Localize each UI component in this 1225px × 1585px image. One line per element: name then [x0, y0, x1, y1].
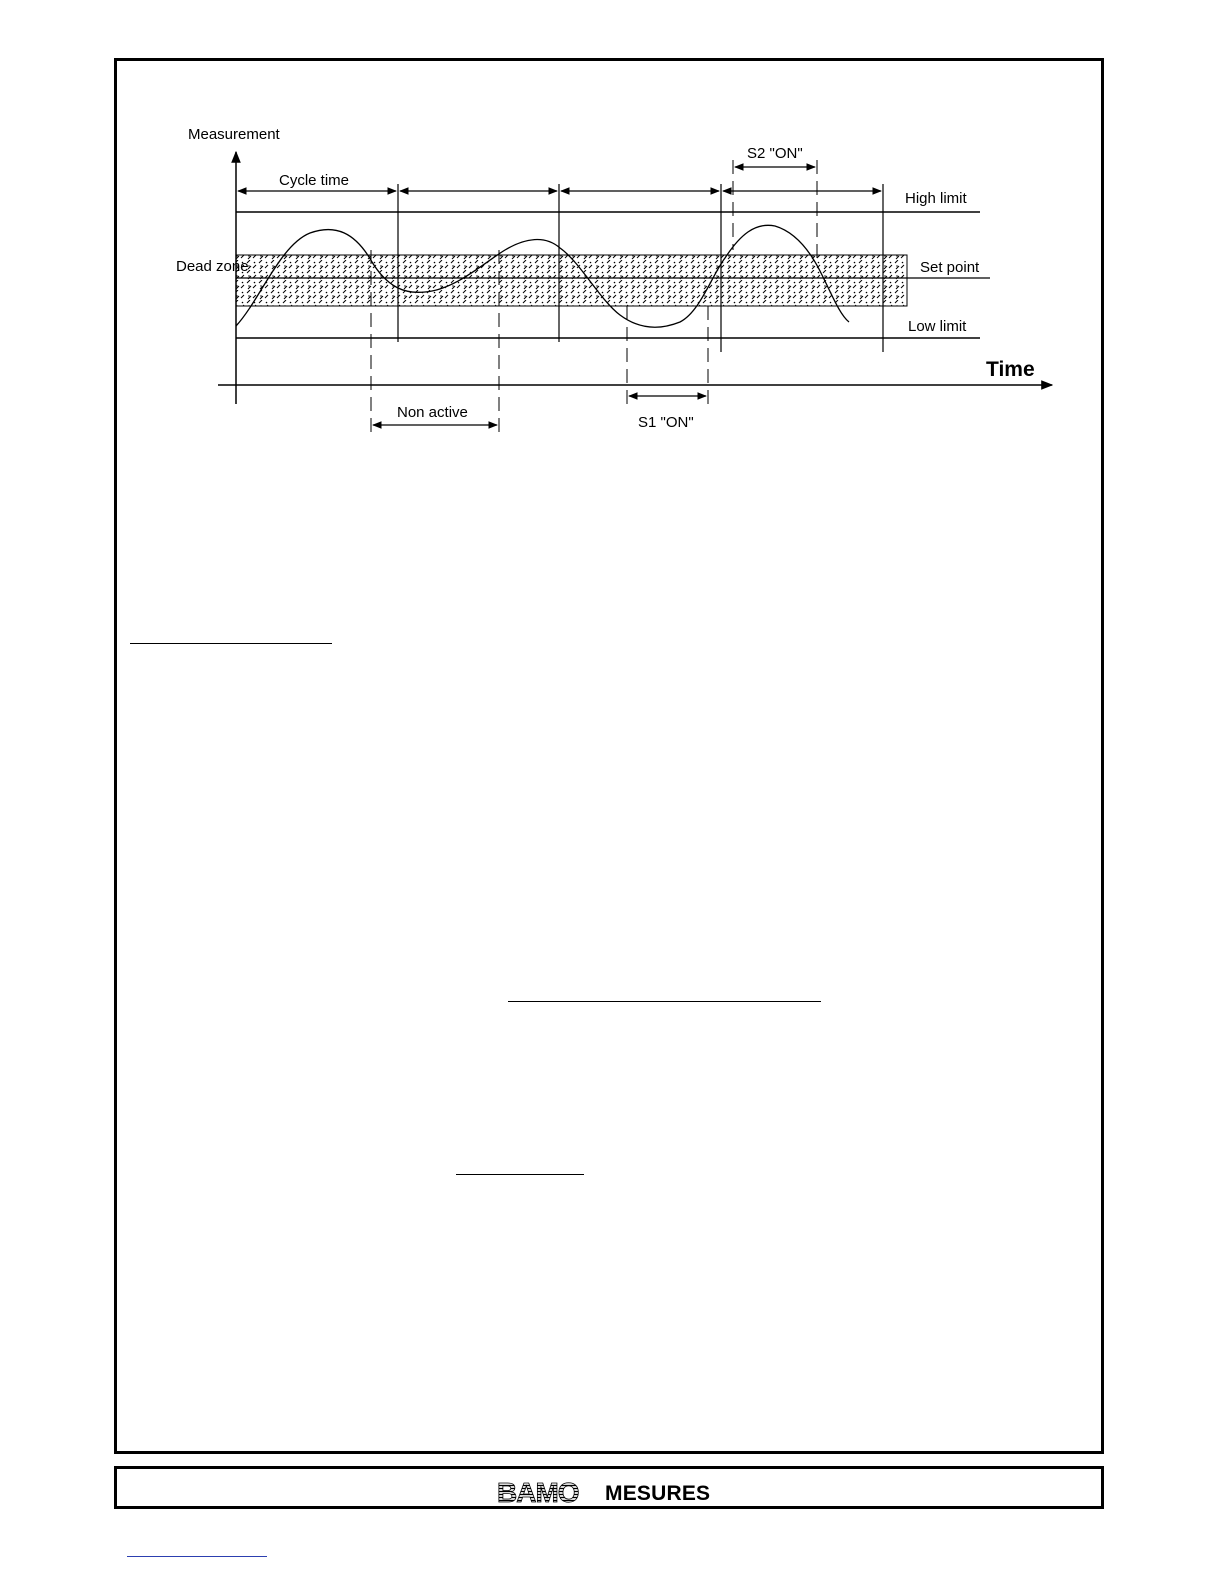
logo-letters: BAMO — [497, 1478, 579, 1504]
x-axis-label: Time — [986, 358, 1035, 381]
section-underline — [130, 643, 332, 644]
cycle-time-label: Cycle time — [279, 172, 350, 189]
low-limit-label: Low limit — [908, 318, 967, 335]
non-active-label: Non active — [397, 404, 468, 421]
high-limit-label: High limit — [905, 190, 967, 207]
set-point-label: Set point — [920, 259, 980, 276]
term-underline — [456, 1174, 584, 1175]
dead-zone-label: Dead zone — [176, 258, 249, 275]
s1-label: S1 "ON" — [638, 414, 694, 431]
s2-label: S2 "ON" — [747, 145, 803, 162]
bamo-logo-icon — [496, 1478, 602, 1504]
dead-zone-band — [236, 255, 907, 306]
regulation-diagram — [0, 0, 1225, 470]
heading-underline — [508, 1001, 821, 1002]
brand-logo — [496, 1478, 710, 1504]
brand-word: MESURES — [605, 1482, 711, 1505]
bottom-link-underline — [127, 1556, 267, 1557]
y-axis-label: Measurement — [188, 126, 280, 143]
